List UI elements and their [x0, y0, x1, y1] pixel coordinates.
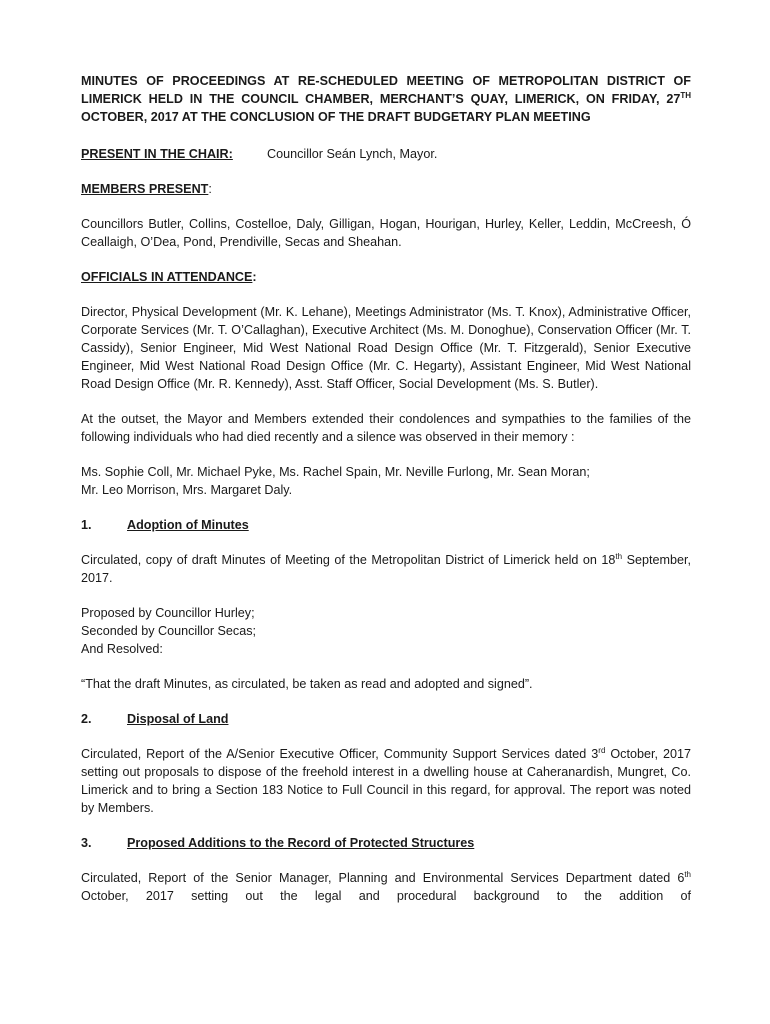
minutes-document: [81, 72, 691, 905]
item-1-motion: Proposed by Councillor Hurley; Seconded by Councillor Secas; And Resolved:: [81, 606, 257, 656]
item-3-heading: 3. Proposed Additions to the Record of Protected Structures: [81, 836, 475, 850]
members-heading: MEMBERS PRESENT:: [81, 182, 212, 196]
chair-row: [81, 145, 691, 163]
document-title: MINUTES OF PROCEEDINGS AT RE-SCHEDULED MEETING OF METROPOLITAN DISTRICT OF LIMERICK HELD IN THE COUNCIL CHAMBER, MERCHANT’S QUAY, LIMERICK, ON FRIDAY, 27TH OCTOBER, 2017 AT THE CONCLUSION OF THE DRAFT BUDGETARY PLAN MEETING: [81, 74, 691, 124]
item-2-heading: 2. Disposal of Land: [81, 712, 229, 726]
members-list: Councillors Butler, Collins, Costelloe, Daly, Gilligan, Hogan, Hourigan, Hurley, Keller, Leddin, McCreesh, Ó Ceallaigh, O’Dea, Pond, Prendiville, Secas and Sheahan.: [81, 217, 691, 249]
item-1-heading: 1. Adoption of Minutes: [81, 518, 249, 532]
item-1-circulated: Circulated, copy of draft Minutes of Meeting of the Metropolitan District of Limerick held on 18th September, 2017.: [81, 552, 691, 585]
officials-heading: OFFICIALS IN ATTENDANCE:: [81, 270, 257, 284]
item-1-resolution: “That the draft Minutes, as circulated, be taken as read and adopted and signed”.: [81, 677, 533, 691]
condolence-paragraph: At the outset, the Mayor and Members extended their condolences and sympathies to the families of the following individuals who had died recently and a silence was observed in their memory :: [81, 412, 691, 444]
item-2-circulated: Circulated, Report of the A/Senior Executive Officer, Community Support Services dated 3rd October, 2017 setting out proposals to dispose of the freehold interest in a dwelling house at Caheranardish, Mungret, Co. Limerick and to bring a Section 183 Notice to Full Council in this regard, for approval. The report was noted by Members.: [81, 746, 691, 815]
deceased-names: Ms. Sophie Coll, Mr. Michael Pyke, Ms. Rachel Spain, Mr. Neville Furlong, Mr. Sean Moran; Mr. Leo Morrison, Mrs. Margaret Daly.: [81, 465, 590, 497]
chair-label: PRESENT IN THE CHAIR:: [81, 147, 233, 161]
item-3-circulated: Circulated, Report of the Senior Manager, Planning and Environmental Services Department dated 6th October, 2017 setting out the legal and procedural background to the addition of: [81, 870, 691, 903]
chair-value: Councillor Seán Lynch, Mayor.: [267, 147, 438, 161]
officials-list: Director, Physical Development (Mr. K. Lehane), Meetings Administrator (Ms. T. Knox), Administrative Officer, Corporate Services (Mr. T. O’Callaghan), Executive Architect (Ms. M. Donoghue), Conservation Officer (Mr. T. Cassidy), Senior Engineer, Mid West National Road Design Office (Mr. T. Fitzgerald), Senior Executive Engineer, Mid West National Road Design Office (Mr. C. Hegarty), Assistant Engineer, Mid West National Road Design Office (Mr. R. Kennedy), Asst. Staff Officer, Social Development (Ms. S. Butler).: [81, 305, 691, 391]
